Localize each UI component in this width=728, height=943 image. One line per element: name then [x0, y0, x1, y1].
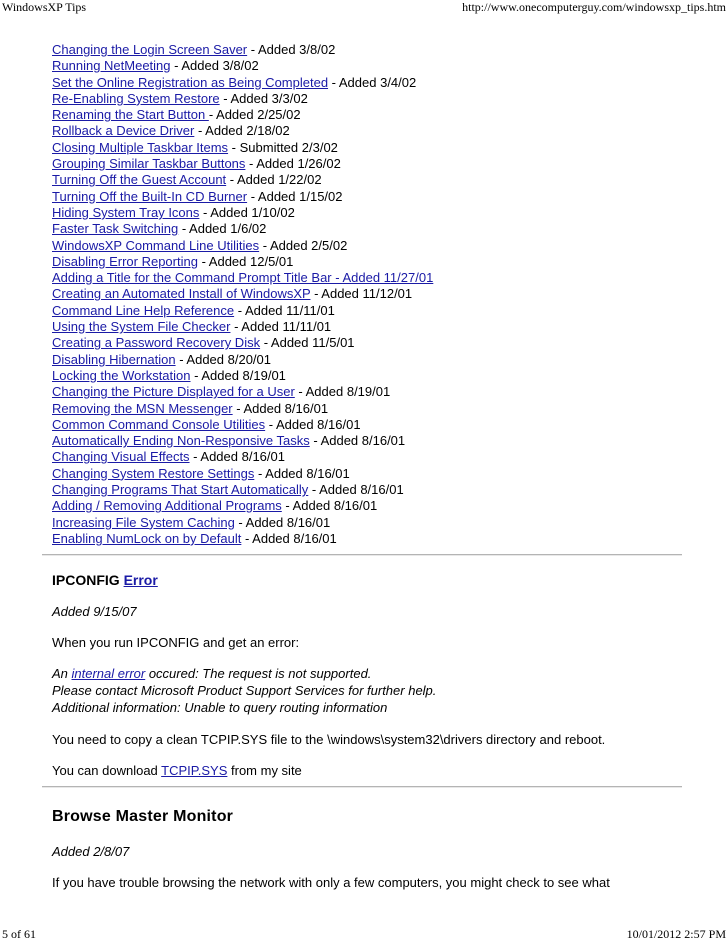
tip-date: - Added 1/15/02: [247, 188, 343, 204]
tip-date: - Added 3/4/02: [328, 74, 417, 90]
tip-link[interactable]: Turning Off the Built-In CD Burner: [52, 188, 248, 204]
print-datetime: 10/01/2012 2:57 PM: [626, 927, 726, 941]
tip-date: - Added 1/22/02: [226, 172, 322, 188]
tip-link[interactable]: Turning Off the Guest Account: [52, 172, 227, 188]
tip-link[interactable]: Creating an Automated Install of WindowsXP: [52, 286, 311, 302]
tcpip-sys-link[interactable]: TCPIP.SYS: [161, 763, 228, 778]
ipconfig-error-message: [52, 665, 436, 716]
tip-date: - Added 3/3/02: [219, 90, 308, 106]
tip-list-item: [52, 482, 433, 498]
tip-link[interactable]: Changing System Restore Settings: [52, 465, 255, 481]
tip-list-item: [52, 286, 433, 302]
tip-date: - Added 8/16/01: [189, 449, 285, 465]
tip-date: - Added 11/12/01: [310, 286, 413, 302]
tip-list-item: [52, 368, 433, 384]
tip-link[interactable]: Changing Visual Effects: [52, 449, 190, 465]
tip-date: - Added 11/5/01: [260, 335, 355, 351]
tip-list-item: [52, 238, 433, 254]
tip-date: - Added 8/16/01: [308, 482, 404, 498]
tip-date: - Added 8/16/01: [234, 514, 331, 530]
tip-list-item: [52, 498, 433, 514]
tip-date: - Added 2/5/02: [259, 237, 348, 253]
tip-link[interactable]: Adding / Removing Additional Programs: [52, 498, 282, 514]
error-line-2: Please contact Microsoft Product Support Services for further help.: [52, 683, 437, 698]
tip-link[interactable]: Disabling Error Reporting: [52, 253, 198, 269]
tip-date: - Added 8/16/01: [241, 530, 337, 546]
tip-link[interactable]: Creating a Password Recovery Disk: [52, 335, 261, 351]
print-header-title: WindowsXP Tips: [2, 0, 87, 14]
tip-list-item: [52, 156, 433, 172]
tip-date: - Added 1/26/02: [245, 156, 341, 172]
browse-master-heading: Browse Master Monitor: [52, 808, 234, 825]
download-prefix: You can download: [52, 763, 162, 778]
tip-list-item: [52, 58, 433, 74]
tip-date: - Added 2/18/02: [194, 123, 290, 139]
tip-link[interactable]: Locking the Workstation: [52, 367, 191, 383]
ipconfig-download-line: [52, 763, 302, 778]
tip-date: - Added 3/8/02: [247, 42, 336, 57]
tip-link[interactable]: Common Command Console Utilities: [52, 416, 266, 432]
tip-list-item: [52, 303, 433, 319]
tip-list-item: [52, 75, 433, 91]
tip-list-item: [52, 401, 433, 417]
tip-list-item: [52, 433, 433, 449]
tip-list-item: [52, 466, 433, 482]
tip-list-item: [52, 254, 433, 270]
ipconfig-fix-text: You need to copy a clean TCPIP.SYS file to the \windows\system32\drivers directory and reboot.: [52, 732, 606, 747]
browse-master-added-date: Added 2/8/07: [52, 844, 130, 859]
tip-list-item: [52, 172, 433, 188]
tip-link[interactable]: Hiding System Tray Icons: [52, 204, 200, 220]
tip-list-item: [52, 449, 433, 465]
tip-link[interactable]: Disabling Hibernation: [52, 351, 176, 367]
ipconfig-error-link[interactable]: Error: [123, 572, 158, 588]
tip-list-item: [52, 335, 433, 351]
internal-error-link[interactable]: internal error: [71, 666, 146, 681]
tips-list: [52, 42, 433, 547]
tip-list-item: [52, 140, 433, 156]
tip-link[interactable]: Command Line Help Reference: [52, 302, 235, 318]
error-line-1-prefix: An: [52, 666, 72, 681]
tip-date: - Added 8/19/01: [294, 384, 391, 400]
tip-link[interactable]: Grouping Similar Taskbar Buttons: [52, 156, 246, 172]
tip-date: - Submitted 2/3/02: [228, 139, 338, 155]
tip-date: - Added 1/6/02: [178, 221, 267, 237]
tip-list-item: [52, 417, 433, 433]
tip-link[interactable]: Using the System File Checker: [52, 319, 231, 335]
tip-date: - Added 12/5/01: [197, 253, 294, 269]
tip-link[interactable]: Re-Enabling System Restore: [52, 90, 220, 106]
tip-list-item: [52, 205, 433, 221]
tip-list-item: [52, 384, 433, 400]
section-divider: [42, 554, 682, 556]
tip-link[interactable]: Running NetMeeting: [52, 58, 171, 74]
tip-list-item: [52, 352, 433, 368]
tip-date: - Added 8/16/01: [254, 465, 350, 481]
error-line-3: Additional information: Unable to query routing information: [52, 700, 388, 715]
browse-master-text: If you have trouble browsing the network with only a few computers, you might check to see what: [52, 875, 610, 890]
print-header-url: http://www.onecomputerguy.com/windowsxp_tips.htm: [462, 0, 726, 14]
tip-link[interactable]: Changing the Login Screen Saver: [52, 42, 248, 57]
tip-link[interactable]: Renaming the Start Button: [52, 107, 209, 123]
tip-link[interactable]: Changing the Picture Displayed for a User: [52, 384, 295, 400]
tip-link[interactable]: WindowsXP Command Line Utilities: [52, 237, 260, 253]
tip-date: - Added 2/25/02: [208, 107, 301, 123]
tip-link[interactable]: Automatically Ending Non-Responsive Tasks: [52, 433, 310, 449]
tip-link[interactable]: Faster Task Switching: [52, 221, 179, 237]
tip-date: - Added 1/10/02: [199, 204, 295, 220]
tip-link[interactable]: Increasing File System Caching: [52, 514, 235, 530]
tip-list-item: [52, 515, 433, 531]
tip-date: - Added 3/8/02: [170, 58, 259, 74]
tip-date: - Added 8/16/01: [309, 433, 406, 449]
tip-link[interactable]: Rollback a Device Driver: [52, 123, 195, 139]
tip-list-item: [52, 531, 433, 547]
tip-list-item: [52, 189, 433, 205]
tip-list-item: [52, 107, 433, 123]
page-number: 5 of 61: [2, 927, 36, 941]
ipconfig-error-section: [52, 572, 692, 782]
tip-date: - Added 8/16/01: [232, 400, 329, 416]
download-suffix: from my site: [227, 763, 302, 778]
tip-link[interactable]: Removing the MSN Messenger: [52, 400, 233, 416]
ipconfig-heading-text: IPCONFIG: [52, 572, 124, 588]
ipconfig-heading: [52, 572, 158, 588]
tip-date: - Added 11/11/01: [234, 302, 335, 318]
browse-master-section: [52, 808, 692, 888]
tip-date: - Added 8/19/01: [190, 367, 286, 383]
tip-date: - Added 11/11/01: [230, 319, 332, 335]
ipconfig-added-date: Added 9/15/07: [52, 604, 137, 619]
tip-link[interactable]: Adding a Title for the Command Prompt Title Bar - Added 11/27/01: [52, 270, 434, 286]
error-line-1-suffix: occured: The request is not supported.: [145, 666, 372, 681]
error-line-1: [52, 665, 436, 682]
tip-link[interactable]: Changing Programs That Start Automatically: [52, 482, 309, 498]
tip-list-item: [52, 42, 433, 58]
tip-link[interactable]: Enabling NumLock on by Default: [52, 530, 242, 546]
tip-list-item: [52, 270, 433, 286]
ipconfig-intro: When you run IPCONFIG and get an error:: [52, 635, 300, 650]
tip-link[interactable]: Closing Multiple Taskbar Items: [52, 139, 229, 155]
tip-list-item: [52, 221, 433, 237]
section-divider: [42, 786, 682, 788]
tip-date: - Added 8/16/01: [265, 416, 361, 432]
tip-list-item: [52, 319, 433, 335]
tip-date: - Added 8/16/01: [281, 498, 378, 514]
tip-list-item: [52, 123, 433, 139]
tip-date: - Added 8/20/01: [175, 351, 271, 367]
tip-link[interactable]: Set the Online Registration as Being Completed: [52, 74, 329, 90]
tip-list-item: [52, 91, 433, 107]
